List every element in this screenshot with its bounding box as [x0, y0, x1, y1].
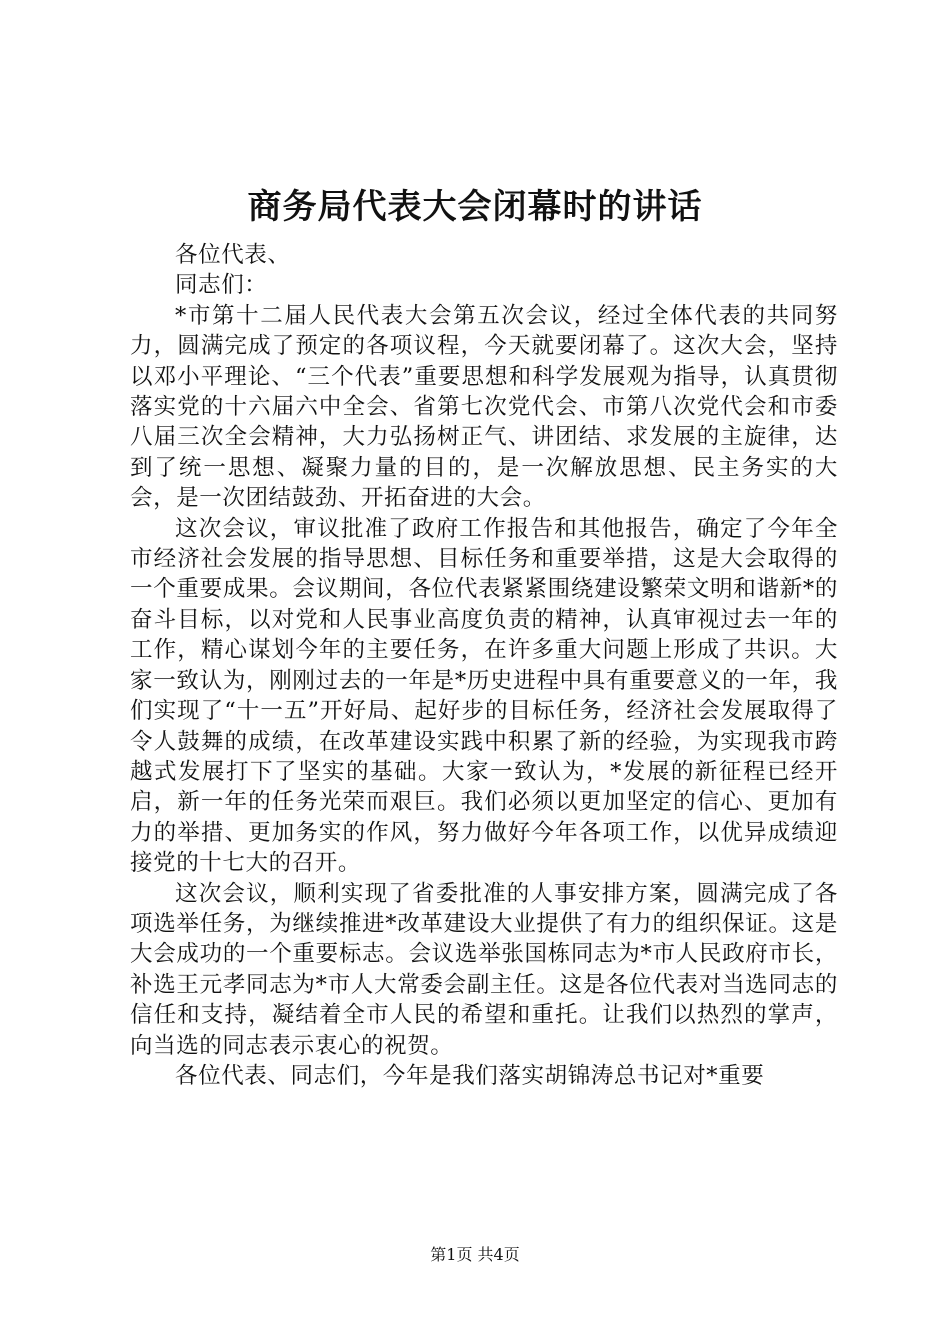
document-title: 商务局代表大会闭幕时的讲话: [247, 187, 703, 227]
document-body: [130, 240, 838, 1091]
paragraph-1: *市第十二届人民代表大会第五次会议，经过全体代表的共同努力，圆满完成了预定的各项议程，今天就要闭幕了。这次大会，坚持以邓小平理论、“三个代表”重要思想和科学发展观为指导，认真贯彻落实党的十六届六中全会、省第七次党代会、市第八次党代会和市委八届三次全会精神，大力弘扬树正气、讲团结、求发展的主旋律，达到了统一思想、凝聚力量的目的，是一次解放思想、民主务实的大会，是一次团结鼓劲、开拓奋进的大会。: [130, 302, 838, 512]
salutation-line-1: 各位代表、: [175, 242, 291, 268]
paragraph-4: 各位代表、同志们，今年是我们落实胡锦涛总书记对*重要: [175, 1062, 765, 1089]
salutation-line-2: 同志们：: [175, 272, 268, 299]
page-footer: 第1页 共4页: [430, 1245, 520, 1264]
paragraph-2: 这次会议，审议批准了政府工作报告和其他报告，确定了今年全市经济社会发展的指导思想、目标任务和重要举措，这是大会取得的一个重要成果。会议期间，各位代表紧紧围绕建设繁荣文明和谐新*的奋斗目标，以对党和人民事业高度负责的精神，认真审视过去一年的工作，精心谋划今年的主要任务，在许多重大问题上形成了共识。大家一致认为，刚刚过去的一年是*历史进程中具有重要意义的一年，我们实现了“十一五”开好局、起好步的目标任务，经济社会发展取得了令人鼓舞的成绩，在改革建设实践中积累了新的经验，为实现我市跨越式发展打下了坚实的基础。大家一致认为，*发展的新征程已经开启，新一年的任务光荣而艰巨。我们必须以更加坚定的信心、更加有力的举措、更加务实的作风，努力做好今年各项工作，以优异成绩迎接党的十七大的召开。: [130, 515, 838, 877]
paragraph-3: 这次会议，顺利实现了省委批准的人事安排方案，圆满完成了各项选举任务，为继续推进*改革建设大业提供了有力的组织保证。这是大会成功的一个重要标志。会议选举张国栋同志为*市人民政府市长，补选王元孝同志为*市人大常委会副主任。这是各位代表对当选同志的信任和支持，凝结着全市人民的希望和重托。让我们以热烈的掌声，向当选的同志表示衷心的祝贺。: [130, 880, 838, 1059]
